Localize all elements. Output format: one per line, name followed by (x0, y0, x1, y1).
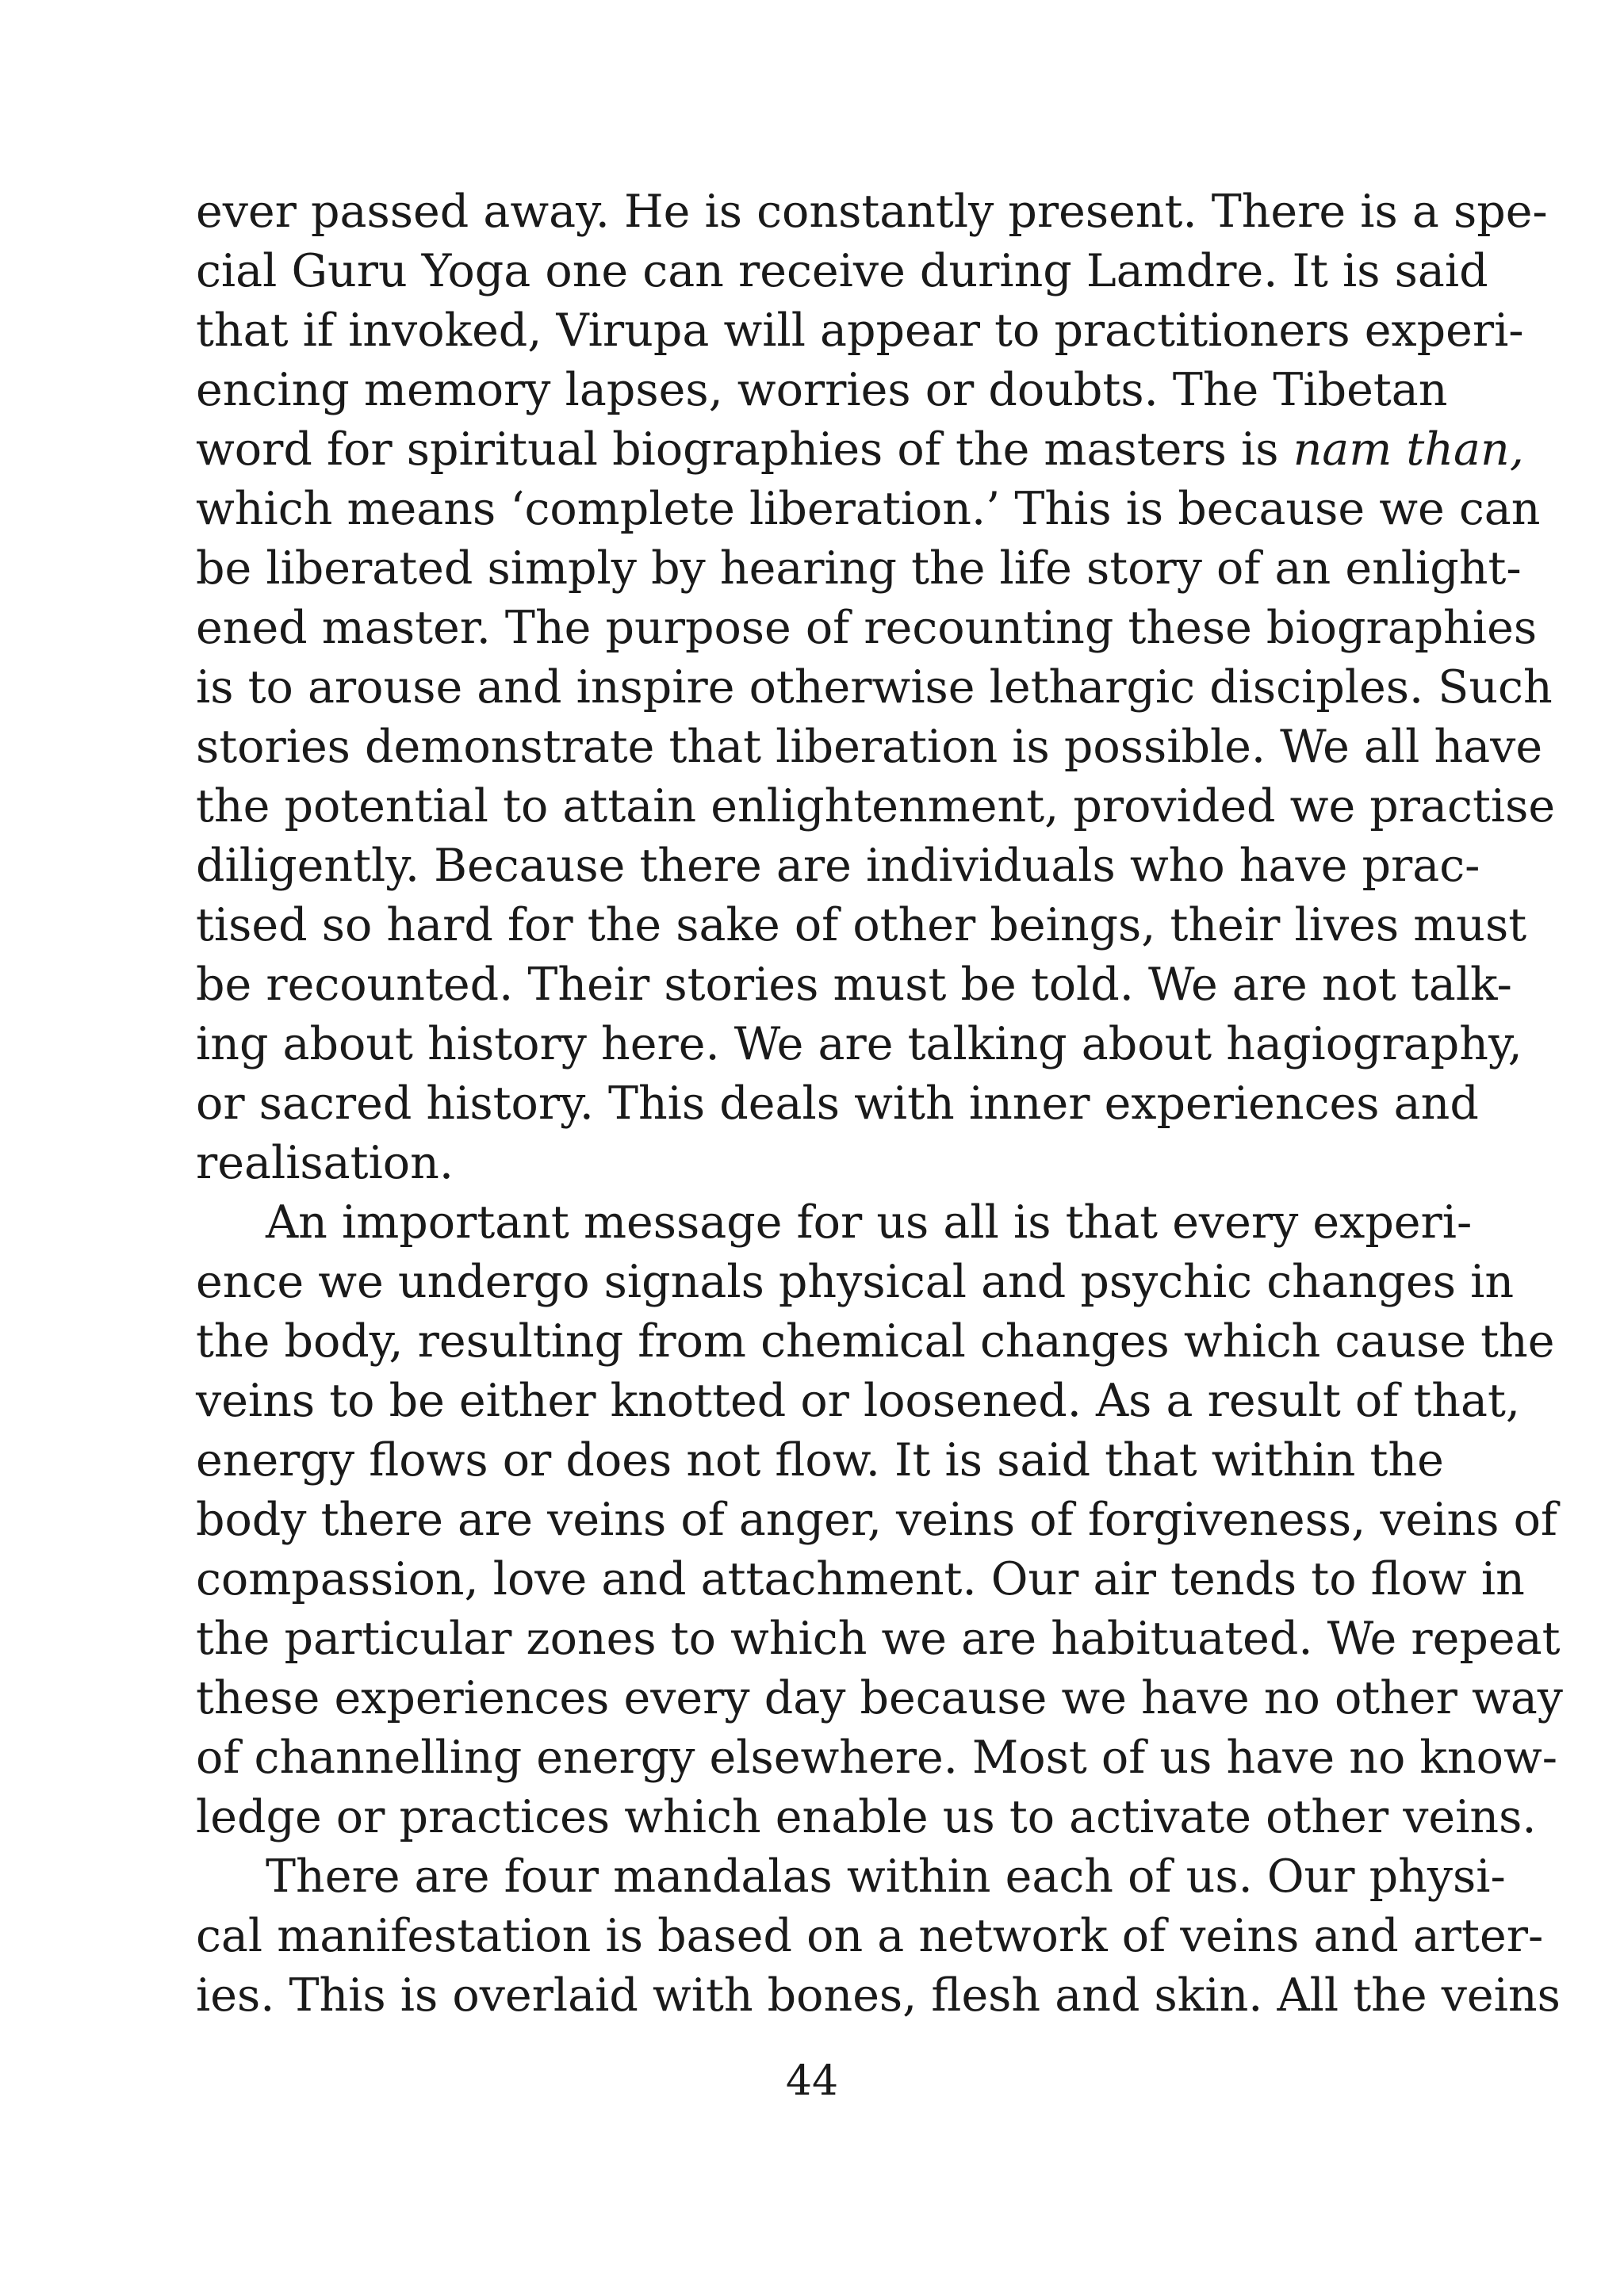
italic-term: nam than, (1293, 423, 1524, 476)
text-line: ever passed away. He is constantly present. There is a spe- (196, 186, 1548, 238)
text-line: that if invoked, Virupa will appear to practitioners experi- (196, 304, 1524, 357)
text-line: realisation. (196, 1137, 454, 1189)
text-line: these experiences every day because we have no other way (196, 1672, 1563, 1724)
text-line: veins to be either knotted or loosened. As a result of that, (196, 1375, 1521, 1427)
text-line: or sacred history. This deals with inner experiences and (196, 1077, 1479, 1130)
text-line: encing memory lapses, worries or doubts. The Tibetan (196, 364, 1448, 416)
text-line: diligently. Because there are individuals who have prac- (196, 840, 1480, 892)
text-line: stories demonstrate that liberation is possible. We all have (196, 721, 1543, 773)
text-line: cial Guru Yoga one can receive during Lamdre. It is said (196, 245, 1488, 297)
text-line: which means ‘complete liberation.’ This is because we can (196, 483, 1541, 535)
text-line: ened master. The purpose of recounting these biographies (196, 602, 1538, 654)
text-line: cal manifestation is based on a network of veins and arter- (196, 1910, 1544, 1962)
text-line: the potential to attain enlightenment, provided we practise (196, 780, 1556, 832)
page-number: 44 (785, 2057, 839, 2105)
text-line: is to arouse and inspire otherwise lethargic disciples. Such (196, 661, 1553, 714)
text-line: energy flows or does not flow. It is said that within the (196, 1434, 1444, 1487)
text-line: be liberated simply by hearing the life story of an enlight- (196, 542, 1522, 595)
text-line: There are four mandalas within each of us. Our physi- (266, 1850, 1506, 1903)
text-line (196, 420, 1524, 480)
text-line: An important message for us all is that every experi- (266, 1196, 1473, 1249)
text-span: word for spiritual biographies of the masters is (196, 423, 1293, 476)
text-line: the body, resulting from chemical changes which cause the (196, 1315, 1555, 1368)
text-line: ing about history here. We are talking about hagiography, (196, 1018, 1522, 1070)
text-line: ledge or practices which enable us to activate other veins. (196, 1791, 1537, 1843)
text-line: compassion, love and attachment. Our air tends to flow in (196, 1553, 1525, 1605)
text-line: be recounted. Their stories must be told. We are not talk- (196, 959, 1512, 1011)
text-line: body there are veins of anger, veins of forgiveness, veins of (196, 1494, 1557, 1546)
text-line: of channelling energy elsewhere. Most of us have no know- (196, 1732, 1558, 1784)
text-line: ies. This is overlaid with bones, flesh and skin. All the veins (196, 1969, 1561, 2022)
text-line: the particular zones to which we are habituated. We repeat (196, 1613, 1561, 1665)
body-text (196, 182, 1563, 2026)
text-line: tised so hard for the sake of other beings, their lives must (196, 899, 1527, 951)
text-line: ence we undergo signals physical and psychic changes in (196, 1256, 1515, 1308)
